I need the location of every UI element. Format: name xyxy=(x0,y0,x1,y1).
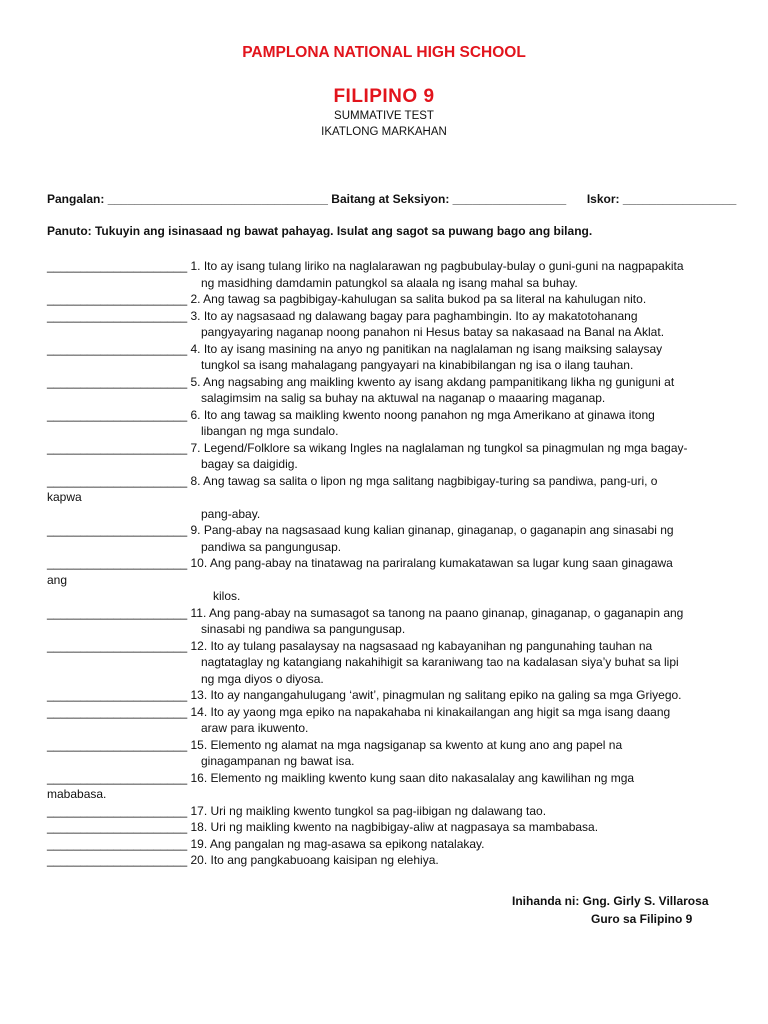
question-list xyxy=(47,258,721,869)
answer-blank[interactable]: _____________________ xyxy=(47,820,188,834)
question-item xyxy=(47,308,721,341)
question-line xyxy=(47,440,721,457)
question-item xyxy=(47,803,721,820)
section-field[interactable]: _________________ xyxy=(452,192,567,206)
question-item xyxy=(47,473,721,523)
question-item xyxy=(47,819,721,836)
question-line: ng masidhing damdamin patungkol sa alaala ng isang mahal sa buhay. xyxy=(201,275,578,290)
question-item xyxy=(47,737,721,770)
question-number: 8. xyxy=(187,473,204,488)
school-name: PAMPLONA NATIONAL HIGH SCHOOL xyxy=(242,44,526,61)
question-number: 16. xyxy=(187,770,211,785)
question-item xyxy=(47,687,721,704)
question-number: 15. xyxy=(187,737,211,752)
question-item xyxy=(47,555,721,605)
prepared-by: Inihanda ni: Gng. Girly S. Villarosa xyxy=(512,894,709,908)
question-line: mababasa. xyxy=(47,787,107,801)
question-line: bagay sa daigidig. xyxy=(201,457,298,471)
question-text: Elemento ng maikling kwento kung saan dito nakasalalay ang kawilihan ng mga xyxy=(210,770,635,785)
question-text: Ang pang-abay na tinatawag na pariralang kumakatawan sa lugar kung saan ginagawa xyxy=(209,556,673,570)
score-field[interactable]: _________________ xyxy=(622,192,737,206)
question-number: 20. xyxy=(187,853,211,867)
answer-blank[interactable]: _____________________ xyxy=(47,259,188,273)
teacher-role: Guro sa Filipino 9 xyxy=(591,912,693,926)
question-line: sinasabi ng pandiwa sa pangungusap. xyxy=(201,622,406,636)
answer-blank[interactable]: _____________________ xyxy=(47,440,188,455)
section-label: Baitang at Seksiyon: xyxy=(331,192,450,206)
question-text: Ito ay nangangahulugang ‘awit’, pinagmulan ng salitang epiko na galing sa mga Griyego. xyxy=(210,688,682,702)
question-item xyxy=(47,836,721,853)
student-info-row xyxy=(47,192,737,206)
question-line: kilos. xyxy=(213,589,241,603)
question-text: Elemento ng alamat na mga nagsiganap sa kwento at kung ano ang papel na xyxy=(210,737,623,752)
question-item xyxy=(47,291,721,308)
question-line: ginagampanan ng bawat isa. xyxy=(201,754,355,768)
question-line xyxy=(47,852,721,869)
quarter-label: IKATLONG MARKAHAN xyxy=(321,126,447,138)
question-number: 2. xyxy=(187,292,204,306)
question-line: libangan ng mga sundalo. xyxy=(201,424,339,438)
answer-blank[interactable]: _____________________ xyxy=(47,407,188,422)
answer-blank[interactable]: _____________________ xyxy=(47,374,188,389)
question-line xyxy=(47,638,721,655)
question-line xyxy=(47,522,721,539)
question-number: 1. xyxy=(187,259,204,273)
question-line: pandiwa sa pangungusap. xyxy=(201,539,342,554)
answer-blank[interactable]: _____________________ xyxy=(47,473,188,488)
question-line xyxy=(47,687,721,704)
answer-blank[interactable]: _____________________ xyxy=(47,308,188,323)
question-line xyxy=(47,407,721,424)
answer-blank[interactable]: _____________________ xyxy=(47,836,188,851)
question-line: ng mga diyos o diyosa. xyxy=(201,671,324,686)
question-text: Ito ay tulang pasalaysay na nagsasaad ng kabayanihan ng pangunahing tauhan na xyxy=(210,638,653,653)
answer-blank[interactable]: _____________________ xyxy=(47,523,188,537)
question-item xyxy=(47,704,721,737)
answer-blank[interactable]: _____________________ xyxy=(47,853,188,867)
question-line: kapwa xyxy=(47,490,82,504)
question-text: Ang tawag sa salita o lipon ng mga salitang nagbibigay-turing sa pandiwa, pang-uri, o xyxy=(203,473,658,488)
question-text: Pang-abay na nagsasaad kung kalian ginanap, ginaganap, o gaganapin ang sinasabi ng xyxy=(203,523,674,537)
question-text: Ang tawag sa pagbibigay-kahulugan sa salita bukod pa sa literal na kahulugan nito. xyxy=(203,292,647,306)
question-line xyxy=(47,555,721,572)
answer-blank[interactable]: _____________________ xyxy=(47,341,188,356)
question-number: 4. xyxy=(187,341,204,356)
question-text: Ito ang tawag sa maikling kwento noong panahon ng mga Amerikano at ginawa itong xyxy=(203,407,655,422)
question-text: Ito ang pangkabuoang kaisipan ng elehiya. xyxy=(210,853,439,867)
question-number: 18. xyxy=(187,820,211,834)
question-number: 11. xyxy=(187,605,209,620)
question-number: 7. xyxy=(187,440,204,455)
question-item xyxy=(47,407,721,440)
question-item xyxy=(47,770,721,803)
question-line: pang-abay. xyxy=(201,506,261,521)
question-line xyxy=(47,473,721,490)
question-text: Ang pang-abay na sumasagot sa tanong na paano ginanap, ginaganap, o gaganapin ang xyxy=(208,605,684,620)
question-text: Ito ay isang masining na anyo ng panitikan na naglalaman ng isang maiksing salaysay xyxy=(203,341,663,356)
question-item xyxy=(47,341,721,374)
question-number: 6. xyxy=(187,407,204,422)
question-item xyxy=(47,605,721,638)
answer-blank[interactable]: _____________________ xyxy=(47,770,188,785)
question-line: pangyayaring naganap noong panahon ni Hesus batay sa nakasaad na Banal na Aklat. xyxy=(201,325,665,339)
question-line xyxy=(47,308,721,325)
question-text: Legend/Folklore sa wikang Ingles na naglalaman ng tungkol sa pinagmulan ng mga bagay- xyxy=(203,440,688,455)
question-number: 9. xyxy=(187,523,204,537)
question-line xyxy=(47,770,721,787)
question-line xyxy=(47,374,721,391)
question-number: 14. xyxy=(187,704,211,719)
question-number: 12. xyxy=(187,638,211,653)
question-number: 5. xyxy=(187,374,204,389)
answer-blank[interactable]: _____________________ xyxy=(47,737,188,752)
question-line xyxy=(47,291,721,308)
answer-blank[interactable]: _____________________ xyxy=(47,803,188,818)
question-line xyxy=(47,836,721,853)
question-line xyxy=(47,737,721,754)
question-text: Ang nagsabing ang maikling kwento ay isang akdang pampanitikang likha ng guniguni at xyxy=(203,374,675,389)
answer-blank[interactable]: _____________________ xyxy=(47,704,188,719)
question-number: 19. xyxy=(187,836,210,851)
question-line: ang xyxy=(47,572,68,587)
question-item xyxy=(47,522,721,555)
test-type: SUMMATIVE TEST xyxy=(334,110,434,122)
question-line: tungkol sa isang mahalagang pangyayari na kinabibilangan ng isa o ilang tauhan. xyxy=(201,358,634,372)
question-number: 13. xyxy=(187,688,211,702)
question-number: 3. xyxy=(187,308,204,323)
question-line xyxy=(47,704,721,721)
question-text: Uri ng maikling kwento tungkol sa pag-iibigan ng dalawang tao. xyxy=(210,803,547,818)
question-line xyxy=(47,341,721,358)
answer-blank[interactable]: _____________________ xyxy=(47,556,188,570)
question-text: Ito ay isang tulang liriko na naglalarawan ng pagbubulay-bulay o guni-guni na nagpapakita xyxy=(203,259,684,273)
question-item xyxy=(47,374,721,407)
question-line xyxy=(47,605,721,622)
question-line: salagimsim na salig sa buhay na aktuwal na naganap o maaaring maganap. xyxy=(201,391,606,405)
answer-blank[interactable]: _____________________ xyxy=(47,688,188,702)
question-line: araw para ikuwento. xyxy=(201,721,309,735)
subject-title: FILIPINO 9 xyxy=(333,86,435,107)
question-item xyxy=(47,258,721,291)
question-text: Ang pangalan ng mag-asawa sa epikong natalakay. xyxy=(209,836,485,851)
score-label: Iskor: xyxy=(586,192,620,206)
question-line xyxy=(47,258,721,275)
name-field[interactable]: _________________________________ xyxy=(107,192,328,206)
question-item xyxy=(47,638,721,688)
question-text: Uri ng maikling kwento na nagbibigay-aliw at nagpasaya sa mambabasa. xyxy=(210,820,599,834)
question-text: Ito ay nagsasaad ng dalawang bagay para paghambingin. Ito ay makatotohanang xyxy=(203,308,638,323)
question-item xyxy=(47,440,721,473)
name-label: Pangalan: xyxy=(47,192,105,206)
question-line xyxy=(47,819,721,836)
question-text: Ito ay yaong mga epiko na napakahaba ni kinakailangan ang higit sa mga isang daang xyxy=(210,704,671,719)
question-number: 17. xyxy=(187,803,211,818)
question-line: nagtataglay ng katangiang nakahihigit sa karaniwang tao na kadalasan siya’y buhat sa lipi xyxy=(201,655,679,669)
question-number: 10. xyxy=(187,556,210,570)
answer-blank[interactable]: _____________________ xyxy=(47,638,188,653)
question-line xyxy=(47,803,721,820)
answer-blank[interactable]: _____________________ xyxy=(47,605,188,620)
question-item xyxy=(47,852,721,869)
directions: Panuto: Tukuyin ang isinasaad ng bawat pahayag. Isulat ang sagot sa puwang bago ang bilang. xyxy=(47,224,593,238)
answer-blank[interactable]: _____________________ xyxy=(47,292,188,306)
